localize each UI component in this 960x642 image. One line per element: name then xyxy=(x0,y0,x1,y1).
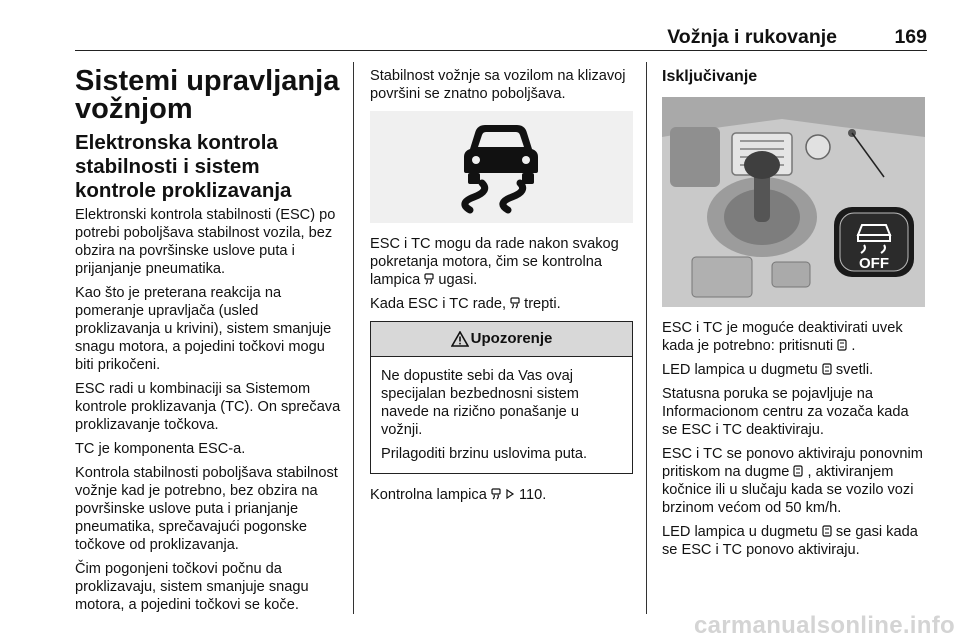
column-2 xyxy=(370,67,633,510)
esc-indicator-icon xyxy=(491,488,501,500)
page-reference[interactable]: 110. xyxy=(519,487,547,503)
warning-body xyxy=(371,357,632,473)
warning-text: Ne dopustite sebi da Vas ovaj specijalan bezbednosni sistem navede na rizično ponašanje u vožnji. xyxy=(381,368,579,438)
warning-box xyxy=(370,321,633,474)
off-button-label: OFF xyxy=(859,255,889,272)
column-divider xyxy=(353,62,354,614)
warning-triangle-icon xyxy=(451,331,469,347)
esc-indicator-icon xyxy=(510,297,520,309)
paragraph: ESC i TC je moguće deaktivirati uvek kada je potrebno: pritisnuti . xyxy=(662,320,903,354)
column-divider xyxy=(646,62,647,614)
paragraph: Elektronski kontrola stabilnosti (ESC) po potrebi poboljšava stabilnost vozila, bez obzira na površinske uslove puta i prijanjanje pneumatika. xyxy=(75,207,336,277)
warning-title: Upozorenje xyxy=(470,330,553,347)
column-3 xyxy=(662,67,927,565)
paragraph: Čim pogonjeni točkovi počnu da proklizavaju, sistem smanjuje snagu motora, a pojedini točkovi se koče. xyxy=(75,561,309,613)
paragraph: Stabilnost vožnje sa vozilom na klizavoj površini se znatno poboljšava. xyxy=(370,68,626,102)
paragraph: Kontrola stabilnosti poboljšava stabilnost vožnje kad je potrebno, bez obzira na površinske uslove puta i prianjanje pneumatika, sprečavajući pogonske točkove od proklizavanja. xyxy=(75,465,338,553)
paragraph: LED lampica u dugmetu se gasi kada se ESC i TC ponovo aktiviraju. xyxy=(662,524,918,558)
esc-off-button-icon xyxy=(822,525,832,537)
esc-indicator-icon xyxy=(424,273,434,285)
esc-off-button-icon xyxy=(793,465,803,477)
watermark: carmanualsonline.info xyxy=(693,612,955,639)
page-reference-icon xyxy=(505,488,515,500)
page-header xyxy=(75,22,927,51)
column-1 xyxy=(75,67,345,620)
esc-symbol-figure xyxy=(370,111,633,223)
section-title: Vožnja i rukovanje xyxy=(667,26,837,48)
esc-warning-icon xyxy=(370,111,633,223)
paragraph: ESC i TC se ponovo aktiviraju ponovnim pritiskom na dugme , aktiviranjem kočnice ili u slučaju kada se vozilo vozi brzinom većom od 50 km/h. xyxy=(662,446,923,516)
esc-off-button-icon xyxy=(837,339,847,351)
paragraph: ESC radi u kombinaciji sa Sistemom kontrole proklizavanja (TC). On sprečava proklizavanje točkova. xyxy=(75,381,341,433)
esc-off-button-icon xyxy=(822,363,832,375)
sub-heading: Isključivanje xyxy=(662,68,758,85)
console-image xyxy=(662,97,925,307)
paragraph: ESC i TC mogu da rade nakon svakog pokretanja motora, čim se kontrolna lampica ugasi. xyxy=(370,236,619,288)
paragraph: Kada ESC i TC rade, trepti. xyxy=(370,296,561,312)
warning-text: Prilagoditi brzinu uslovima puta. xyxy=(381,446,588,462)
paragraph: Kao što je preterana reakcija na pomeranje upravljača (usled proklizavanja u krivini), sistem smanjuje snagu motora, a pojedini točkovi mogu biti prikočeni. xyxy=(75,285,332,373)
paragraph: Statusna poruka se pojavljuje na Informacionom centru za vozača kada se ESC i TC deaktiviraju. xyxy=(662,386,909,438)
paragraph: TC je komponenta ESC-a. xyxy=(75,441,246,457)
main-heading: Sistemi upravljanja vožnjom xyxy=(75,65,340,125)
center-console-illustration xyxy=(662,97,925,307)
sub-heading: Elektronska kontrola stabilnosti i sistem kontrole proklizavanja xyxy=(75,131,292,202)
paragraph: LED lampica u dugmetu svetli. xyxy=(662,362,874,378)
page-number: 169 xyxy=(894,26,927,48)
warning-header xyxy=(371,322,632,357)
paragraph: Kontrolna lampica 110. xyxy=(370,487,547,503)
